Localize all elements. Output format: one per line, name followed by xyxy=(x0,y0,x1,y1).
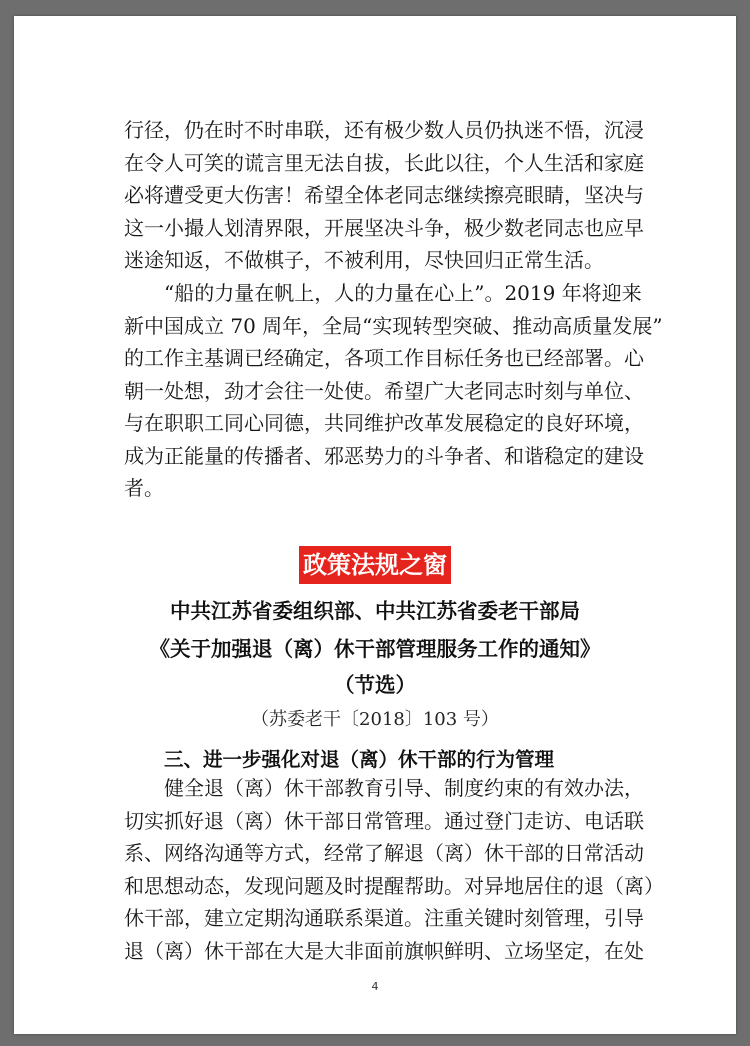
page-number: 4 xyxy=(371,980,379,993)
paragraph-2 xyxy=(124,277,663,505)
document-heading-line-1: 中共江苏省委组织部、中共江苏省委老干部局 xyxy=(170,599,580,623)
text-line: 必将遭受更大伤害！希望全体老同志继续擦亮眼睛，坚决与 xyxy=(124,183,644,207)
document-heading-line-2: 《关于加强退（离）休干部管理服务工作的通知》 xyxy=(149,637,601,661)
text-line: 系、网络沟通等方式，经常了解退（离）休干部的日常活动 xyxy=(124,841,644,865)
text-line: 在令人可笑的谎言里无法自拔，长此以往，个人生活和家庭 xyxy=(124,150,644,175)
text-line: 迷途知返，不做棋子，不被利用，尽快回归正常生活。 xyxy=(124,248,604,272)
paragraph-1 xyxy=(124,114,649,277)
text-line: 切实抓好退（离）休干部日常管理。通过登门走访、电话联 xyxy=(124,808,644,833)
text-line: 行径，仍在时不时串联，还有极少数人员仍执迷不悟，沉浸 xyxy=(124,118,644,142)
text-line: 朝一处想，劲才会往一处使。希望广大老同志时刻与单位、 xyxy=(124,378,644,403)
text-line: “船的力量在帆上，人的力量在心上”。2019 年将迎来 xyxy=(164,281,642,305)
document-page xyxy=(14,16,736,1034)
section-banner: 政策法规之窗 xyxy=(299,546,451,584)
paragraph-3 xyxy=(124,772,664,967)
text-line: 新中国成立 70 周年，全局“实现转型突破、推动高质量发展” xyxy=(124,313,663,338)
document-heading-line-3: （节选） xyxy=(334,673,416,697)
text-line: 退（离）休干部在大是大非面前旗帜鲜明、立场坚定，在处 xyxy=(124,938,644,963)
document-number: （苏委老干〔2018〕103 号） xyxy=(251,709,499,730)
text-line: 的工作主基调已经确定，各项工作目标任务也已经部署。心 xyxy=(124,346,644,370)
text-line: 和思想动态，发现问题及时提醒帮助。对异地居住的退（离） xyxy=(124,873,664,898)
text-line: 健全退（离）休干部教育引导、制度约束的有效办法， xyxy=(164,776,644,800)
section-title: 三、进一步强化对退（离）休干部的行为管理 xyxy=(164,748,555,771)
text-line: 这一小撮人划清界限，开展坚决斗争，极少数老同志也应早 xyxy=(124,215,644,240)
text-line: 与在职职工同心同德，共同维护改革发展稳定的良好环境， xyxy=(124,411,644,435)
section-banner-container xyxy=(14,546,736,584)
text-line: 成为正能量的传播者、邪恶势力的斗争者、和谐稳定的建设 xyxy=(124,443,644,468)
text-line: 者。 xyxy=(124,476,164,500)
text-line: 休干部，建立定期沟通联系渠道。注重关键时刻管理，引导 xyxy=(124,906,644,930)
